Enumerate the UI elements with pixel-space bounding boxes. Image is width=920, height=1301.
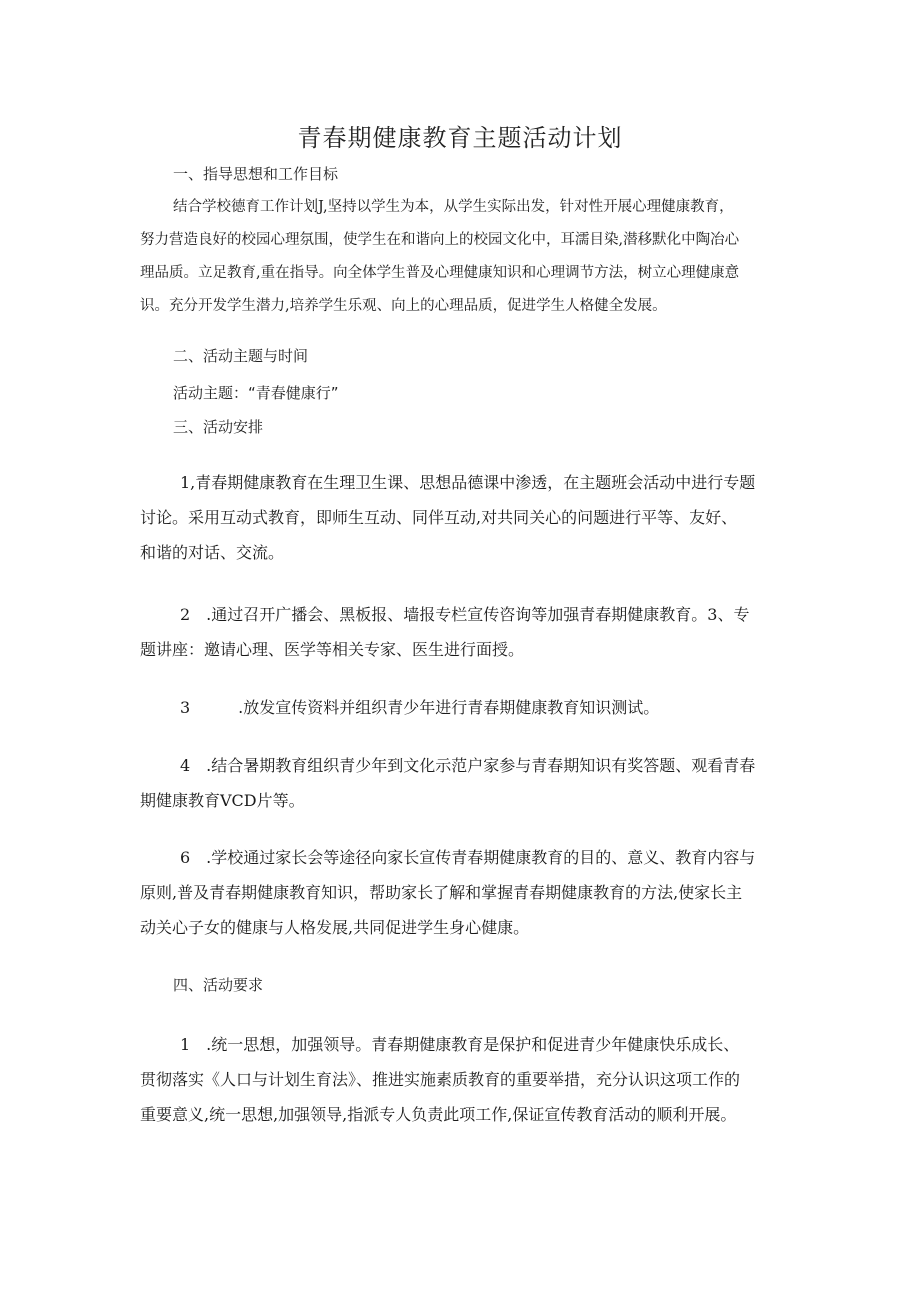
paragraph-line: 1 .统一思想，加强领导。青春期健康教育是保护和促进青少年健康快乐成长、 (180, 1035, 740, 1054)
paragraph-line: 结合学校德育工作计划J,坚持以学生为本，从学生实际出发，针对性开展心理健康教育， (173, 199, 734, 215)
paragraph-line: 6 .学校通过家长会等途径向家长宣传青春期健康教育的目的、意义、教育内容与 (180, 848, 756, 867)
section4-heading: 四、活动要求 (173, 976, 264, 994)
paragraph-line: 贯彻落实《人口与计划生育法》、推进实施素质教育的重要举措，充分认识这项工作的 (140, 1070, 741, 1089)
document-title: 青春期健康教育主题活动计划 (297, 124, 623, 152)
paragraph-line: 重要意义,统一思想,加强领导,指派专人负责此项工作,保证宣传教育活动的顺利开展。 (140, 1105, 737, 1124)
section1-paragraph (140, 191, 788, 323)
paragraph-line: 和谐的对话、交流。 (140, 543, 285, 562)
paragraph-line: 1,青春期健康教育在生理卫生课、思想品德课中渗透，在主题班会活动中进行专题 (180, 473, 756, 492)
section2-heading: 二、活动主题与时间 (173, 347, 309, 365)
paragraph-line: 3 .放发宣传资料并组织青少年进行青春期健康教育知识测试。 (180, 698, 660, 717)
paragraph-line: 讨论。采用互动式教育，即师生互动、同伴互动,对共同关心的问题进行平等、友好、 (140, 508, 738, 527)
arrangement-item-4 (140, 748, 788, 818)
paragraph-line: 理品质。立足教育,重在指导。向全体学生普及心理健康知识和心理调节方法，树立心理健康意 (140, 265, 740, 281)
section3-heading: 三、活动安排 (173, 418, 264, 436)
arrangement-item-1 (140, 465, 788, 570)
paragraph-line: 4 .结合暑期教育组织青少年到文化示范户家参与青春期知识有奖答题、观看青春 (180, 756, 756, 775)
paragraph-line: 动关心子女的健康与人格发展,共同促进学生身心健康。 (140, 918, 530, 937)
arrangement-item-2 (140, 597, 788, 667)
paragraph-line: 原则,普及青春期健康教育知识，帮助家长了解和掌握青春期健康教育的方法,使家长主 (140, 883, 743, 902)
section1-heading: 一、指导思想和工作目标 (173, 165, 339, 183)
requirement-item-1 (140, 1027, 788, 1132)
paragraph-line: 识。充分开发学生潜力,培养学生乐观、向上的心理品质，促进学生人格健全发展。 (140, 298, 667, 314)
paragraph-line: 2 .通过召开广播会、黑板报、墙报专栏宣传咨询等加强青春期健康教育。3、专 (180, 605, 750, 624)
paragraph-line: 努力营造良好的校园心理氛围，使学生在和谐向上的校园文化中，耳濡目染,潜移默化中陶冶心 (140, 232, 740, 248)
arrangement-item-3 (140, 690, 788, 725)
activity-theme: 活动主题：“青春健康行” (173, 384, 339, 402)
paragraph-line: 期健康教育VCD片等。 (140, 791, 305, 810)
paragraph-line: 题讲座：邀请心理、医学等相关专家、医生进行面授。 (140, 640, 525, 659)
arrangement-item-6 (140, 840, 788, 945)
